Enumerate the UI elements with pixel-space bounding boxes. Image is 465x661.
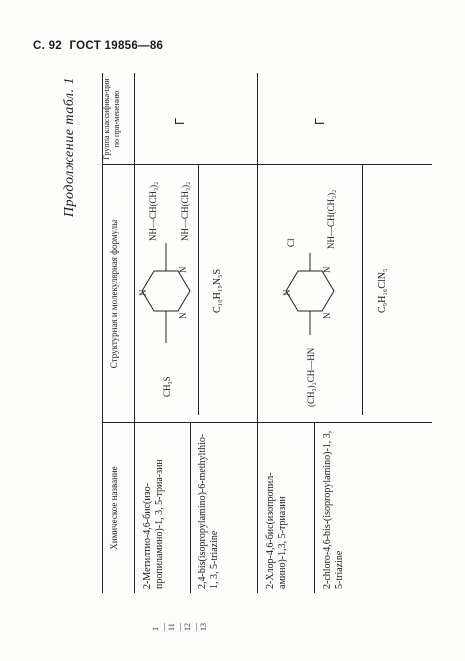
row1-ru-name: 2-Метилтио-4,6-бис(изо-пропиламино)-1, 3, 5-триа-зин — [142, 459, 165, 589]
structure-label-top: Cl — [286, 238, 296, 247]
row1-molecular-formula: C₁₀H₁₉N₅S — [212, 268, 223, 313]
structure-label-left: CH₃S — [162, 376, 172, 397]
row1-formula-split — [198, 165, 199, 415]
row2-structure — [272, 168, 352, 413]
col-group: Группа классифика-ции по при-менению — [102, 78, 121, 160]
ring-n3: N — [322, 266, 332, 273]
row1-en-name: 2,4-bis(isopropylamino)-6-methylthio-1, 3, 5-triazine — [197, 433, 220, 589]
row1-split — [190, 423, 191, 593]
col-chem-name: Химическое название — [109, 466, 119, 550]
page-number: С. 92 — [33, 40, 62, 52]
column-divider-1 — [102, 422, 432, 423]
rotated-table-page — [62, 73, 432, 633]
structure-label-left: (CH₃)₂CH—HN — [306, 347, 316, 407]
row2-group: Г — [312, 117, 327, 125]
row2-molecular-formula: C₉H₁₆ClN₅ — [377, 268, 388, 313]
row2-split — [314, 423, 315, 593]
col-formula: Структурная и молекулярная формулы — [109, 219, 119, 369]
structure-label-bottom: NH—CH(CH₃)₂ — [326, 189, 336, 249]
column-divider-2 — [102, 164, 432, 165]
continuation-title: Продолжение табл. 1 — [62, 77, 77, 218]
page-header — [33, 40, 167, 52]
ring-n3: N — [178, 266, 188, 273]
triazine-ring — [142, 271, 190, 311]
triazine-ring — [286, 271, 334, 311]
row1-structure — [136, 168, 198, 413]
header-bottom-border — [134, 73, 135, 593]
row2-en-name: 2-chloro-4,6-bis-(isopropylamino)-1, 3, 5-triazine — [322, 430, 345, 589]
structure-label-bottom: NH—CH(CH₃)₂ — [180, 181, 190, 241]
structure-label-top: NH—CH(CH₃)₂ — [148, 181, 158, 241]
ring-n1: N — [282, 289, 292, 296]
row2-ru-name: 2-Хлор-4,6-бис(изопропил-амино)-1,3, 5-триазин — [265, 472, 288, 589]
margin-line-numbers: 1 — 11 — 12 — 13 — [151, 623, 208, 631]
ring-n2: N — [178, 312, 188, 319]
ring-n2: N — [322, 312, 332, 319]
row1-group: Г — [172, 117, 187, 125]
standard-code: ГОСТ 19856—86 — [69, 40, 164, 52]
row2-formula-split — [362, 165, 363, 415]
ring-n1: N — [138, 289, 148, 296]
row-separator — [257, 73, 258, 593]
